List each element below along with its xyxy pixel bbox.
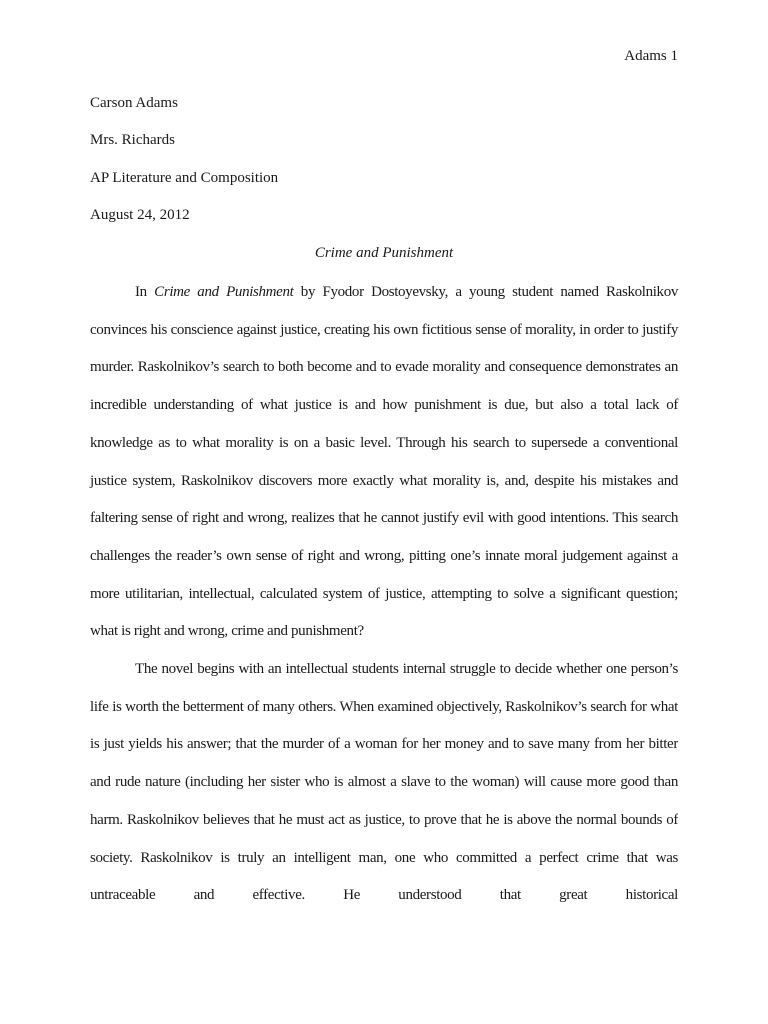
paragraph-2-text: The novel begins with an intellectual students internal struggle to decide whether one person’s life is worth the betterment of many others. When examined objectively, Raskolnikov’s search for what is just yields his answer; that the murder of a woman for her money and to save many from her bitter and rude nature (including her sister who is almost a slave to the woman) will cause more good than harm. Raskolnikov believes that he must act as justice, to prove that he is above the normal bounds of society. Raskolnikov is truly an intelligent man, one who committed a perfect crime that was untraceable and effective. He understood that great historical	[90, 661, 678, 904]
essay-body	[90, 274, 678, 915]
student-name: Carson Adams	[90, 95, 178, 111]
paragraph-1	[90, 274, 678, 651]
teacher-name: Mrs. Richards	[90, 132, 175, 148]
paragraph-2	[90, 651, 678, 915]
book-title-italic: Crime and Punishment	[154, 284, 294, 300]
paragraph-1-lead: In	[135, 284, 155, 300]
essay-date: August 24, 2012	[90, 207, 190, 223]
paragraph-1-text: by Fyodor Dostoyevsky, a young student named Raskolnikov convinces his conscience against justice, creating his own fictitious sense of morality, in order to justify murder. Raskolnikov’s search to both become and to evade morality and consequence demonstrates an incredible understanding of what justice is and how punishment is due, but also a total lack of knowledge as to what morality is on a basic level. Through his search to supersede a conventional justice system, Raskolnikov discovers more exactly what morality is, and, despite his mistakes and faltering sense of right and wrong, realizes that he cannot justify evil with good intentions. This search challenges the reader’s own sense of right and wrong, pitting one’s innate moral judgement against a more utilitarian, intellectual, calculated system of justice, attempting to solve a significant question; what is right and wrong, crime and punishment?	[90, 284, 678, 640]
running-head: Adams 1	[624, 48, 678, 64]
course-name: AP Literature and Composition	[90, 170, 279, 186]
essay-title: Crime and Punishment	[314, 245, 454, 261]
